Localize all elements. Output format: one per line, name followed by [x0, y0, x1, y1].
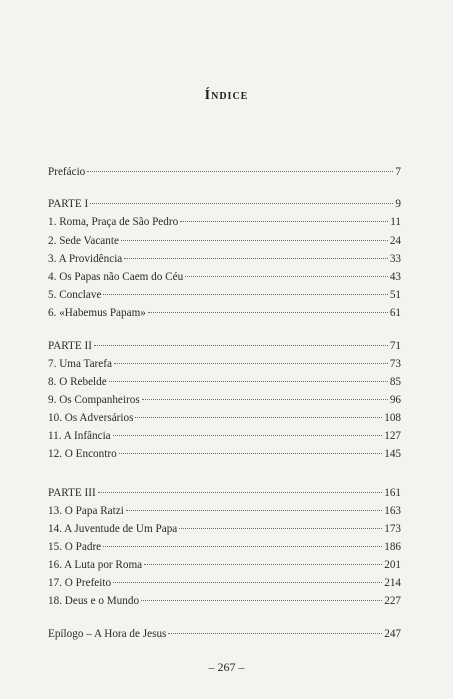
dot-leader	[94, 345, 388, 346]
toc-entry-label: Prefácio	[48, 166, 86, 178]
dot-leader	[90, 203, 393, 204]
toc-entry-page: 33	[389, 253, 401, 265]
page-number: – 267 –	[208, 660, 245, 674]
toc-entry-18	[48, 593, 401, 609]
toc-entry-label: 12. O Encontro	[48, 448, 117, 460]
dot-leader	[126, 510, 382, 511]
toc-entry-label: Epílogo – A Hora de Jesus	[48, 628, 167, 640]
toc-entry-16	[48, 557, 401, 573]
toc-entry-17	[48, 575, 401, 591]
toc-entry-label: 1. Roma, Praça de São Pedro	[48, 216, 179, 228]
toc-entry-epilogo	[48, 626, 401, 642]
dot-leader	[98, 492, 383, 493]
toc-entry-3	[48, 251, 401, 267]
toc-entry-1	[48, 214, 401, 230]
toc-entry-label: 13. O Papa Ratzi	[48, 505, 124, 517]
dot-leader	[185, 276, 388, 277]
toc-entry-10	[48, 410, 401, 426]
toc-entry-label: 8. O Rebelde	[48, 376, 107, 388]
toc-entry-2	[48, 233, 401, 249]
toc-entry-label: 14. A Juventude de Um Papa	[48, 523, 178, 535]
toc-entry-label: 10. Os Adversários	[48, 412, 134, 424]
toc-entry-label: 11. A Infância	[48, 430, 111, 442]
toc-entry-label: 4. Os Papas não Caem do Céu	[48, 271, 184, 283]
dot-leader	[121, 240, 388, 241]
dot-leader	[148, 312, 388, 313]
toc-entry-page: 161	[384, 487, 401, 499]
toc-entry-page: 214	[384, 577, 401, 589]
page-title: Índice	[204, 88, 249, 103]
toc-entry-label: PARTE I	[48, 198, 89, 210]
toc-entry-label: 6. «Habemus Papam»	[48, 307, 146, 319]
toc-entry-page: 9	[395, 198, 401, 210]
dot-leader	[180, 221, 388, 222]
toc-entry-parte-1	[48, 196, 401, 212]
toc-entry-page: 201	[384, 559, 401, 571]
toc-entry-page: 43	[389, 271, 401, 283]
dot-leader	[119, 453, 383, 454]
toc-entry-page: 186	[384, 541, 401, 553]
toc-entry-label: 5. Conclave	[48, 289, 102, 301]
toc-entry-parte-2	[48, 338, 401, 354]
dot-leader	[113, 435, 383, 436]
toc-entry-page: 24	[389, 235, 401, 247]
dot-leader	[114, 363, 388, 364]
toc-entry-label: PARTE II	[48, 340, 92, 352]
toc-entry-page: 61	[389, 307, 401, 319]
toc-entry-9	[48, 392, 401, 408]
toc-entry-page: 227	[384, 595, 401, 607]
toc-entry-label: 3. A Providência	[48, 253, 123, 265]
toc-entry-label: 9. Os Companheiros	[48, 394, 140, 406]
dot-leader	[135, 417, 382, 418]
toc-entry-5	[48, 287, 401, 303]
dot-leader	[141, 600, 382, 601]
dot-leader	[109, 381, 388, 382]
toc-entry-8	[48, 374, 401, 390]
toc-entry-page: 127	[384, 430, 401, 442]
toc-entry-page: 163	[384, 505, 401, 517]
toc-entry-11	[48, 428, 401, 444]
toc-entry-7	[48, 356, 401, 372]
toc-entry-page: 7	[395, 166, 401, 178]
dot-leader	[168, 633, 382, 634]
toc-entry-14	[48, 521, 401, 537]
toc-entry-page: 247	[384, 628, 401, 640]
dot-leader	[87, 171, 393, 172]
dot-leader	[103, 294, 387, 295]
toc-entry-13	[48, 503, 401, 519]
dot-leader	[142, 399, 388, 400]
toc-entry-page: 71	[389, 340, 401, 352]
toc-entry-label: 18. Deus e o Mundo	[48, 595, 140, 607]
toc-entry-page: 11	[390, 216, 401, 228]
toc-entry-4	[48, 269, 401, 285]
toc-entry-page: 73	[389, 358, 401, 370]
toc-entry-page: 51	[389, 289, 401, 301]
toc-entry-label: PARTE III	[48, 487, 96, 499]
dot-leader	[103, 546, 382, 547]
toc-entry-label: 2. Sede Vacante	[48, 235, 119, 247]
toc-entry-page: 85	[389, 376, 401, 388]
toc-entry-page: 145	[384, 448, 401, 460]
dot-leader	[179, 528, 382, 529]
toc-entry-prefacio	[48, 164, 401, 180]
toc-entry-label: 16. A Luta por Roma	[48, 559, 143, 571]
dot-leader	[113, 582, 382, 583]
toc-entry-15	[48, 539, 401, 555]
dot-leader	[124, 258, 388, 259]
toc-entry-12	[48, 446, 401, 462]
toc-entry-page: 173	[384, 523, 401, 535]
toc-entry-parte-3	[48, 485, 401, 501]
dot-leader	[144, 564, 382, 565]
toc-entry-6	[48, 305, 401, 321]
toc-entry-label: 7. Uma Tarefa	[48, 358, 112, 370]
toc-entry-label: 17. O Prefeito	[48, 577, 112, 589]
toc-entry-label: 15. O Padre	[48, 541, 102, 553]
toc-entry-page: 96	[389, 394, 401, 406]
toc-entry-page: 108	[384, 412, 401, 424]
